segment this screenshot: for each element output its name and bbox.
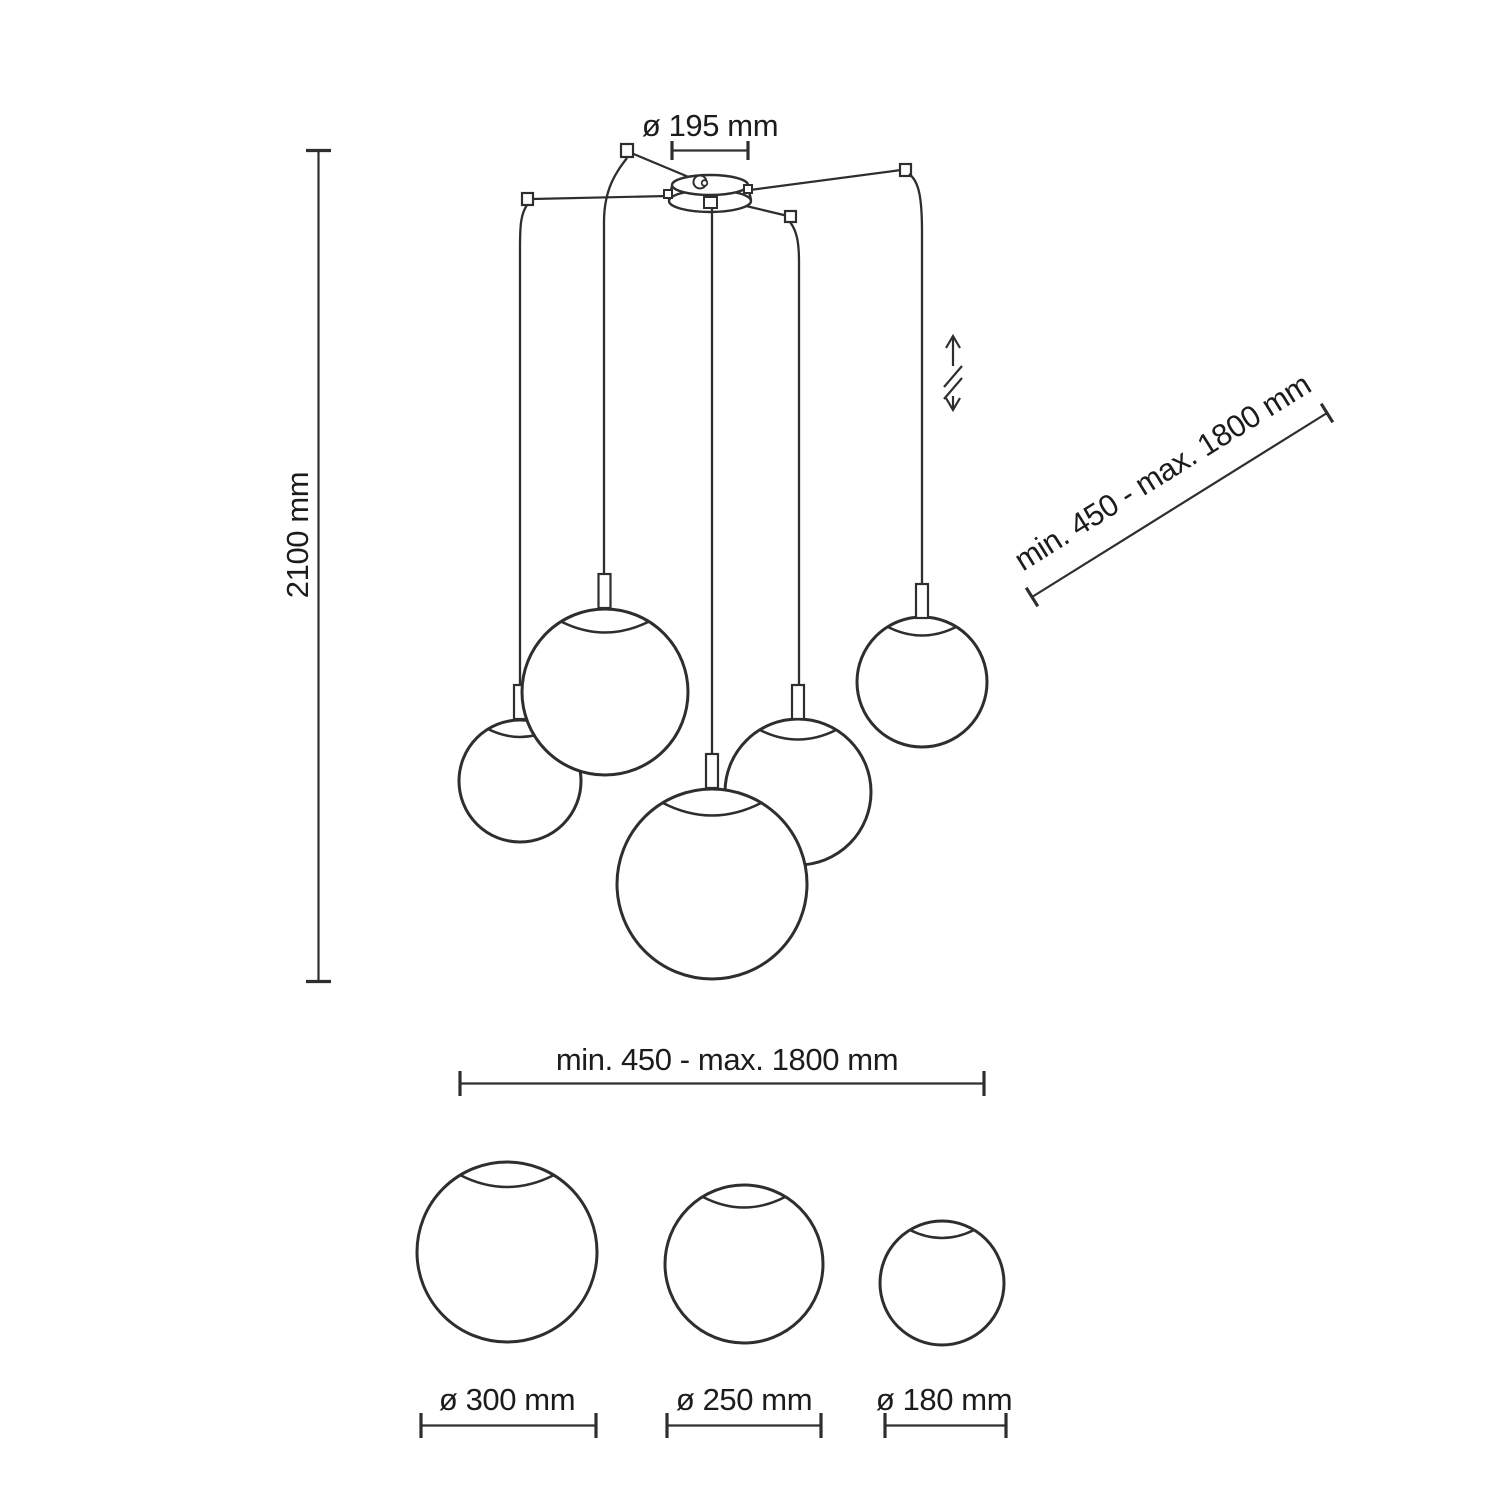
ceiling-canopy: [672, 175, 748, 195]
suspension-line-lower-right: [746, 206, 788, 216]
canopy-cable-nub-left: [664, 190, 672, 198]
canopy-screw-center: [702, 180, 708, 186]
size-circle-180: [880, 1221, 1004, 1345]
canopy-diameter-dimension: [642, 108, 778, 160]
cable-length-label: min. 450 - max. 1800 mm: [1008, 366, 1317, 578]
cable-hook-upper-left: [621, 144, 633, 157]
canopy-cable-nub-bottom: [704, 197, 717, 208]
pendant-cable: [909, 174, 922, 585]
size-circle-300: [417, 1162, 597, 1342]
cable-hook-left: [522, 193, 533, 205]
size-ref-180: [876, 1221, 1012, 1438]
size-label-250: ø 250 mm: [675, 1382, 813, 1417]
lamp-socket: [599, 574, 611, 608]
pendant-bottom-center: [617, 208, 807, 979]
spread-label: min. 450 - max. 1800 mm: [555, 1042, 899, 1077]
lamp-socket: [916, 584, 928, 618]
pendant-far-right: [857, 174, 987, 747]
cable-length-tick-start: [1026, 588, 1038, 607]
canopy-cable-nub-right: [744, 185, 752, 193]
cable-length-dimension: [1008, 367, 1333, 607]
pendant-cable: [604, 158, 627, 575]
suspension-line-right: [750, 170, 901, 190]
pendant-cable: [790, 222, 799, 686]
size-ref-250: [665, 1185, 823, 1438]
glass-globe: [617, 789, 807, 979]
cord-adjustment-icon: [944, 336, 962, 410]
pendant-cable: [520, 205, 527, 686]
size-label-300: ø 300 mm: [438, 1382, 576, 1417]
lamp-socket: [706, 754, 718, 788]
cable-length-tick-end: [1321, 404, 1333, 423]
globe-size-reference: [417, 1162, 1012, 1438]
pendant-right-middle: [725, 222, 871, 865]
adjust-break-slash-1: [944, 366, 962, 387]
height-dimension: [280, 150, 331, 982]
suspension-assembly: [522, 144, 911, 222]
canopy-diameter-label: ø 195 mm: [641, 108, 779, 143]
cable-hook-lower-right: [785, 211, 796, 222]
height-label: 2100 mm: [279, 471, 315, 599]
adjust-break-slash-2: [944, 378, 962, 399]
size-label-180: ø 180 mm: [875, 1382, 1013, 1417]
pendants: [459, 158, 987, 979]
glass-globe: [522, 609, 688, 775]
lamp-socket: [792, 685, 804, 719]
spread-dimension: [460, 1042, 984, 1096]
size-ref-300: [417, 1162, 597, 1438]
suspension-line-left: [532, 196, 668, 199]
pendant-upper-left: [522, 158, 688, 775]
